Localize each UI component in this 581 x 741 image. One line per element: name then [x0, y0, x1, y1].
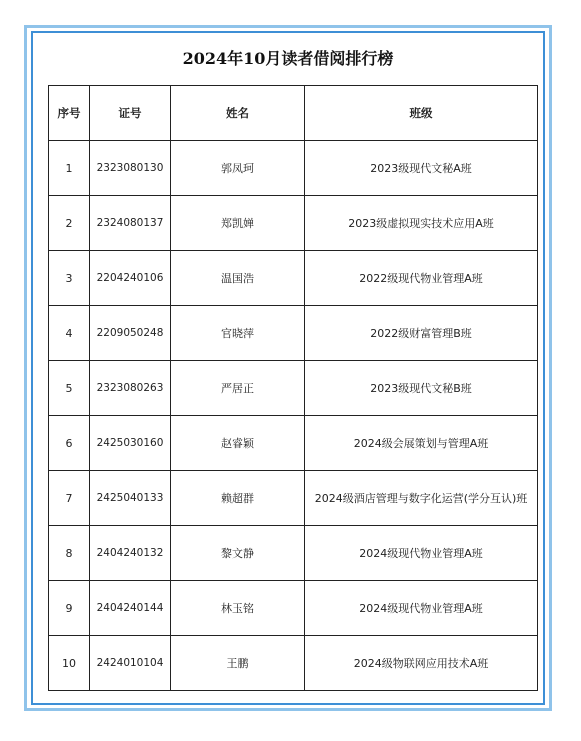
cell-index: 8	[49, 526, 90, 581]
cell-card-number: 2425030160	[90, 416, 171, 471]
cell-card-number: 2204240106	[90, 251, 171, 306]
cell-name: 温国浩	[171, 251, 305, 306]
cell-index: 2	[49, 196, 90, 251]
table-row	[49, 306, 538, 361]
table-row	[49, 196, 538, 251]
cell-card-number: 2324080137	[90, 196, 171, 251]
cell-name: 赵睿颖	[171, 416, 305, 471]
page-title: 2024年10月读者借阅排行榜	[182, 49, 394, 68]
table-row	[49, 471, 538, 526]
cell-index: 7	[49, 471, 90, 526]
cell-name: 林玉铭	[171, 581, 305, 636]
cell-class: 2023级现代文秘B班	[305, 361, 538, 416]
cell-class: 2022级现代物业管理A班	[305, 251, 538, 306]
table-row	[49, 141, 538, 196]
cell-index: 10	[49, 636, 90, 691]
cell-card-number: 2404240132	[90, 526, 171, 581]
header-class: 班级	[305, 86, 538, 141]
cell-card-number: 2323080263	[90, 361, 171, 416]
cell-class: 2024级现代物业管理A班	[305, 581, 538, 636]
cell-name: 郑凯婵	[171, 196, 305, 251]
cell-name: 王鹏	[171, 636, 305, 691]
cell-index: 6	[49, 416, 90, 471]
cell-class: 2024级会展策划与管理A班	[305, 416, 538, 471]
cell-index: 3	[49, 251, 90, 306]
cell-card-number: 2323080130	[90, 141, 171, 196]
ranking-table	[48, 85, 538, 691]
cell-index: 5	[49, 361, 90, 416]
cell-class: 2024级现代物业管理A班	[305, 526, 538, 581]
cell-class: 2024级物联网应用技术A班	[305, 636, 538, 691]
table-header-row	[49, 86, 538, 141]
cell-card-number: 2425040133	[90, 471, 171, 526]
table-row	[49, 581, 538, 636]
cell-class: 2023级虚拟现实技术应用A班	[305, 196, 538, 251]
cell-index: 4	[49, 306, 90, 361]
cell-name: 郭凤珂	[171, 141, 305, 196]
cell-name: 赖超群	[171, 471, 305, 526]
table-row	[49, 416, 538, 471]
cell-index: 1	[49, 141, 90, 196]
cell-class: 2023级现代文秘A班	[305, 141, 538, 196]
table-row	[49, 361, 538, 416]
table-row	[49, 526, 538, 581]
cell-name: 官晓萍	[171, 306, 305, 361]
cell-card-number: 2209050248	[90, 306, 171, 361]
header-index: 序号	[49, 86, 90, 141]
header-name: 姓名	[171, 86, 305, 141]
cell-class: 2022级财富管理B班	[305, 306, 538, 361]
cell-index: 9	[49, 581, 90, 636]
cell-name: 严居正	[171, 361, 305, 416]
cell-card-number: 2404240144	[90, 581, 171, 636]
table-row	[49, 251, 538, 306]
cell-card-number: 2424010104	[90, 636, 171, 691]
table-row	[49, 636, 538, 691]
header-card-number: 证号	[90, 86, 171, 141]
cell-class: 2024级酒店管理与数字化运营(学分互认)班	[305, 471, 538, 526]
cell-name: 黎文静	[171, 526, 305, 581]
